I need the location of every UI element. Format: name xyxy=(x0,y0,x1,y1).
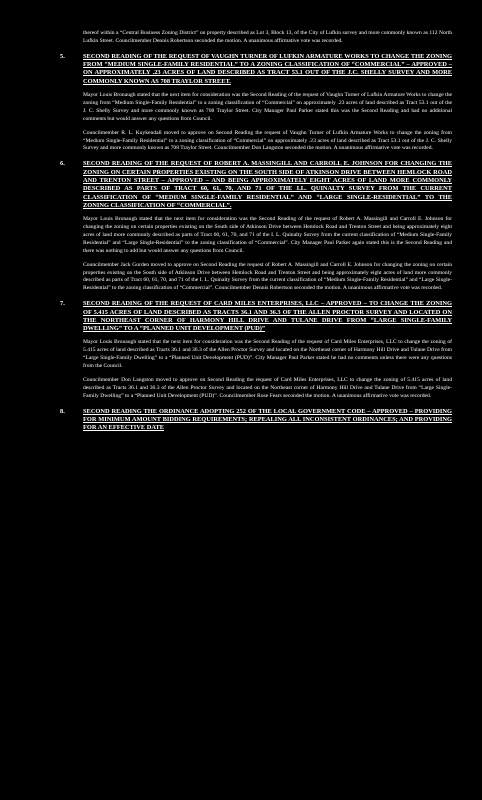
item-paragraph: Councilmember Don Langston moved to approve on Second Reading the request of Card Miles Enterprises, LLC to change the zoning of 5.415 acres of land described as Tracts 36.1 and 36.3 of the Allen Proctor Survey and located on the Northeast corner of Harmony Hill Drive and Tulane Drive from “Large Single-Family Dwelling” to a “Planned Unit Development (PUD)”. Councilmember Rose Fears seconded the motion. A unanimous affirmative vote was recorded. xyxy=(83,377,452,399)
item-number: 8. xyxy=(60,407,65,415)
item-paragraph: Mayor Louis Bronaugh stated that the next item for consideration was the Second Reading of the request of Card Miles Enterprises, LLC to change the zoning of 5.415 acres of land described as Tracts 36.1 and 36.3 of the Allen Proctor Survey and located on the Northeast corner of Harmony Hill Drive and Tulane Drive from “Large Single-Family Dwelling” to a “Planned Unit Development (PUD)”. City Manager Paul Parker stated he had no comments unless there were any questions from the Council. xyxy=(83,339,452,370)
item-paragraph: Councilmember Jack Gorden moved to approve on Second Reading the request of Robert A. Massingill and Carroll E. Johnson for changing the zoning on certain properties existing on the South side of Atkinson Drive between Hemlock Road and Trenton Street and being approximately eight acres of land more commonly described as parts of Tract 60, 61, 70, and 71 of the I. L. Quinalty Survey from the current classification of “Medium Single-Family Residential” and “Large Single-Residential” to the zoning classification of “Commercial”. Councilmember Dennis Robertson seconded the motion. A unanimous affirmative vote was recorded. xyxy=(83,261,452,292)
item-paragraph: Mayor Louis Bronaugh stated that the next item for consideration was the Second Reading of the request of Robert A. Massingill and Carroll E. Johnson for changing the zoning on certain properties existing on the South side of Atkinson Drive between Hemlock Road and Trenton Street and being approximately eight acres of land more commonly described as parts of Tract 60, 61, 70, and 71 of the I. L. Quinalty Survey from the current classification of “Medium Single-Family Residential” and “Large Single-Residential” to the zoning classification of “Commercial”. City Manager Paul Parker again stated this is the Second Reading and there was nothing to add but would answer any questions from Council. xyxy=(83,216,452,254)
item-heading: SECOND READING OF THE REQUEST OF VAUGHN TURNER OF LUFKIN ARMATURE WORKS TO CHANGE THE ZONING FROM “MEDIUM SINGLE-FAMILY RESIDENTIAL” TO A ZONING CLASSIFICATION OF “COMMERCIAL” – APPROVED – ON APPROXIMATELY .23 ACRES OF LAND DESCRIBED AS TRACT 53.1 OUT OF THE J.C. SHELLY SURVEY AND MORE COMMONLY KNOWN AS 708 TRAYLOR STREET. xyxy=(83,52,452,85)
agenda-item-8 xyxy=(60,408,452,433)
agenda-item-7 xyxy=(60,300,452,401)
intro-paragraph: thereof within a “Central Business Zoning District” on property described as Lot 3, Block 13, of the City of Lufkin survey and more commonly known as 112 North Lufkin Street. Councilmember Dennis Robertson seconded the motion. A unanimous affirmative vote was recorded. xyxy=(83,30,452,44)
agenda-item-6 xyxy=(60,160,452,293)
item-paragraph: Councilmember R. L. Kuykendall moved to approve on Second Reading the request of Vaughn Turner of Lufkin Armature Works to change the zoning from “Medium Single-Family Residential” to a zoning classification of “Commercial” on approximately .23 acres of land described as Tract 53.1 out of the J. C. Shelly Survey and more commonly known as 708 Traylor Street. Councilmember Don Langston seconded the motion. A unanimous affirmative vote was recorded. xyxy=(83,129,452,152)
item-paragraph: Mayor Louis Bronaugh stated that the next item for consideration was the Second Reading of the request of Vaughn Turner of Lufkin Armature Works to change the zoning from “Medium Single-Family Residential” to a zoning classification of “Commercial” on approximately .23 acres of land described as Tract 53.1 out of the J. C. Shelly Survey and more commonly known as 708 Traylor Street. City Manager Paul Parker stated this was the Second Reading and had no additional comments but would answer any questions from Council. xyxy=(83,92,452,122)
agenda-item-5 xyxy=(60,53,452,154)
item-number: 7. xyxy=(60,300,65,308)
item-heading: SECOND READING OF THE REQUEST OF ROBERT A. MASSINGILL AND CARROLL E. JOHNSON FOR CHANGING THE ZONING ON CERTAIN PROPERTIES EXISTING ON THE SOUTH SIDE OF ATKINSON DRIVE BETWEEN HEMLOCK ROAD AND TRENTON STREET – APPROVED – AND BEING APPROXIMATELY EIGHT ACRES OF LAND MORE COMMONLY DESCRIBED AS PARTS OF TRACT 60, 61, 70, AND 71 OF THE I.L. QUINALTY SURVEY FROM THE CURRENT CLASSIFICATION OF “MEDIUM SINGLE-FAMILY RESIDENTIAL” AND “LARGE SINGLE-RESIDENTIAL” TO THE ZONING CLASSIFICATION OF “COMMERCIAL”. xyxy=(83,160,452,209)
item-heading: SECOND READING OF THE REQUEST OF CARD MILES ENTERPRISES, LLC – APPROVED – TO CHANGE THE ZONING OF 5.415 ACRES OF LAND DESCRIBED AS TRACTS 36.1 AND 36.3 OF THE ALLEN PROCTOR SURVEY AND LOCATED ON THE NORTHEAST CORNER OF HARMONY HILL DRIVE AND TULANE DRIVE FROM “LARGE SINGLE-FAMILY DWELLING” TO A “PLANNED UNIT DEVELOPMENT (PUD)” xyxy=(83,300,452,333)
item-number: 5. xyxy=(60,52,65,60)
item-number: 6. xyxy=(60,160,65,168)
item-heading: SECOND READING THE ORDINANCE ADOPTING 252 OF THE LOCAL GOVERNMENT CODE – APPROVED – PROVIDING FOR MINIMUM AMOUNT BIDDING REQUIREMENTS; REPEALING ALL INCONSISTENT ORDINANCES; AND PROVIDING FOR AN EFFECTIVE DATE xyxy=(83,407,452,432)
